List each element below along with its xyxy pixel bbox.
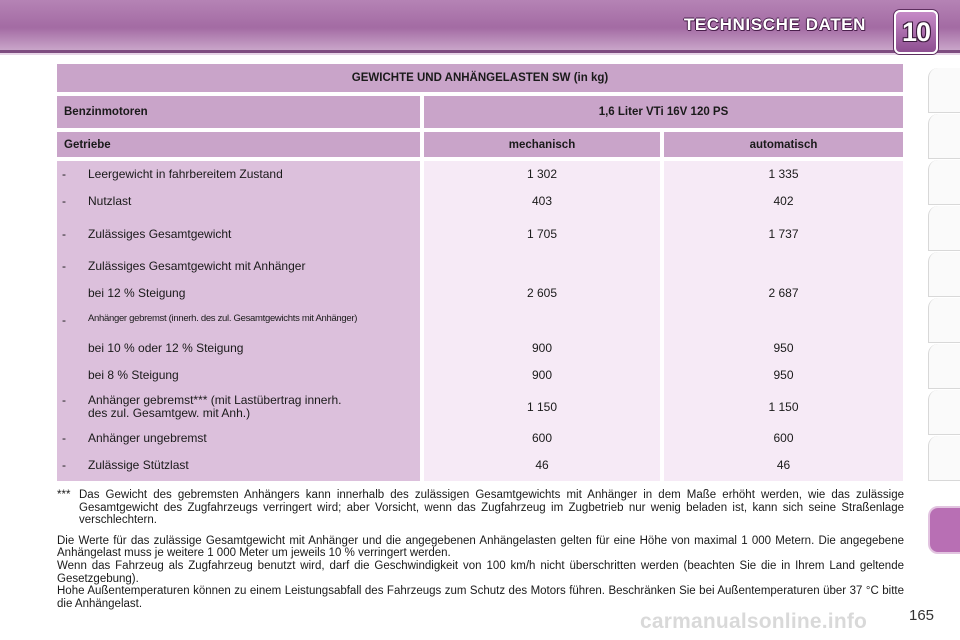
- manual-column: 1 302 403 1 705 2 605 900 900 1 150 600 46: [424, 161, 660, 481]
- gearbox-manual: mechanisch: [424, 132, 660, 157]
- table-body: [57, 161, 903, 481]
- chapter-tab-active[interactable]: [928, 506, 960, 554]
- chapter-number: 10: [901, 16, 931, 47]
- note-speed: Wenn das Fahrzeug als Zugfahrzeug benutzt wird, darf die Geschwindigkeit von 100 km/h nicht überschritten werden (beachten Sie die in Ihrem Land geltende Gesetzgebung).: [57, 559, 904, 585]
- engine-value: 1,6 Liter VTi 16V 120 PS: [424, 96, 903, 128]
- chapter-tab[interactable]: [928, 344, 960, 389]
- automatic-column: 1 335 402 1 737 2 687 950 950 1 150 600 46: [664, 161, 903, 481]
- watermark: carmanualsonline.info: [640, 610, 868, 633]
- footnote: [57, 489, 904, 527]
- chapter-tab[interactable]: [928, 114, 960, 159]
- footnote-text: Das Gewicht des gebremsten Anhängers kann innerhalb des zulässigen Gesamtgewichts mit Anhänger in dem Maße erhöht werden, wie das zulässige Gesamtgewicht des Zugfahrzeugs verringert wird; aber Vorsicht, wenn das Zugfahrzeug im Zugbetrieb nur wenig beladen ist, kann sich seine Straßenlage verschlechtern.: [79, 489, 904, 527]
- header-divider-light: [0, 53, 960, 55]
- gearbox-automatic: automatisch: [664, 132, 903, 157]
- table-title: GEWICHTE UND ANHÄNGELASTEN SW (in kg): [57, 64, 903, 92]
- chapter-tab[interactable]: [928, 390, 960, 435]
- chapter-tab[interactable]: [928, 252, 960, 297]
- gearbox-label: Getriebe: [57, 132, 420, 157]
- chapter-badge: [894, 10, 938, 54]
- note-temperature: Hohe Außentemperaturen können zu einem Leistungsabfall des Fahrzeugs zum Schutz des Motors führen. Beschränken Sie bei Außentemperaturen über 37 °C bitte die Anhängelast.: [57, 585, 904, 610]
- engine-row: [57, 96, 903, 128]
- section-title: TECHNISCHE DATEN: [683, 15, 866, 34]
- chapter-tab[interactable]: [928, 160, 960, 205]
- note-altitude: Die Werte für das zulässige Gesamtgewicht mit Anhänger und die angegebenen Anhängelasten gelten für eine Höhe von maximal 1 000 Metern. Die angegebene Anhängelast muss je weitere 1 000 Meter um jeweils 10 % verringert werden.: [57, 534, 904, 560]
- chapter-tab[interactable]: [928, 436, 960, 481]
- page-number: 165: [909, 607, 935, 624]
- weights-table: [57, 64, 903, 481]
- chapter-tab[interactable]: [928, 206, 960, 251]
- chapter-tabs: [928, 68, 960, 628]
- gearbox-row: [57, 132, 903, 157]
- chapter-tab[interactable]: [928, 68, 960, 113]
- chapter-tab[interactable]: [928, 298, 960, 343]
- label-column: - Leergewicht in fahrbereitem Zustand - Nutzlast - Zulässiges Gesamtgewicht - Zulässiges Gesamtgewicht mit Anhänger bei 12 % Steigung - Anhänger gebremst (innerh. des zul. Gesamtgewichts mit Anhänger) bei 10 % oder 12 % Steigung bei 8 % Steigung - Anhänger gebremst*** (mit Lastübertrag innerh. des zul. Gesamtgew. mit Anh.) - Anhänger ungebremst - Zulässige Stützlast: [57, 161, 420, 481]
- notes-section: [57, 489, 904, 610]
- engine-label: Benzinmotoren: [57, 96, 420, 128]
- footnote-marker: ***: [57, 489, 71, 501]
